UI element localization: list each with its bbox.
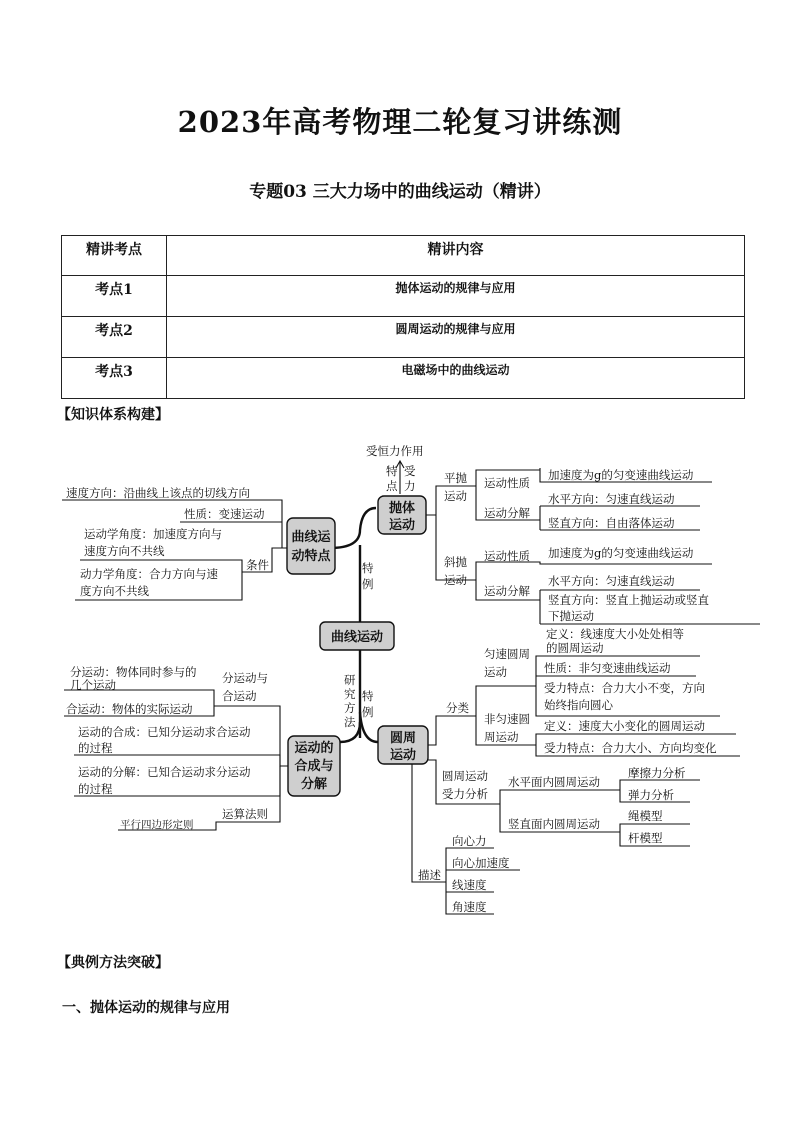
text-rope-model: 绳模型 [628,809,663,823]
node-curve-feature-label: 曲线运 [291,530,331,545]
text-uniform-force: 始终指向圆心 [544,698,613,712]
node-circular-label: 圆周 [389,731,417,746]
text-nonuniform-force: 受力特点：合力大小、方向均变化 [544,741,717,755]
text-uniform-force: 受力特点：合力大小不变，方向 [544,681,705,695]
label-describe: 描述 [418,868,441,882]
node-composition-label: 合成与 [294,759,334,774]
text-nature-variable: 性质：变速运动 [184,507,265,521]
text-cond-dynamic: 动力学角度：合力方向与速 [80,567,218,581]
point-cell: 考点2 [62,317,167,358]
label-research-method: 研 [344,673,356,687]
text-uniform-def: 定义：线速度大小处处相等 [546,627,684,641]
text-condition: 条件 [246,558,269,572]
section-knowledge-heading: 【知识体系构建】 [57,407,169,423]
text-velocity-direction: 速度方向：沿曲线上该点的切线方向 [66,486,250,500]
label-nonuniform-circular: 非匀速圆 [484,712,530,726]
node-projectile-label: 运动 [388,518,416,533]
text-linear-velocity: 线速度 [452,878,487,892]
content-cell: 抛体运动的规律与应用 [167,276,745,317]
node-composition-label: 运动的 [294,741,334,756]
text-uniform-def: 的圆周运动 [546,641,604,655]
text-flat-nature: 运动性质 [484,476,530,490]
label-research-method: 究 [344,687,356,701]
text-decomposition: 运动的分解：已知合运动求分运动 [78,765,251,779]
label-research-method: 方 [344,701,356,715]
label-special: 特 [362,561,374,575]
label-research-method: 法 [344,715,356,729]
document-subtitle: 专题03 三大力场中的曲线运动（精讲） [249,182,551,202]
text-parallelogram-rule: 平行四边形定则 [120,819,194,831]
label-force: 力 [404,479,416,493]
text-flat-vertical: 竖直方向：自由落体运动 [548,516,675,530]
text-oblique-vertical: 下抛运动 [548,609,594,623]
header-point: 精讲考点 [62,236,167,276]
text-rod-model: 杆模型 [628,831,663,845]
text-flat-decomp: 运动分解 [484,506,530,520]
text-synthesis: 运动的合成：已知分运动求合运动 [78,725,251,739]
label-force: 受 [404,464,416,478]
label-circular-analysis: 受力分析 [442,787,488,801]
node-projectile-label: 抛体 [388,501,416,516]
text-cond-kinematic: 运动学角度：加速度方向与 [84,527,222,541]
label-feature: 点 [386,479,398,493]
text-operation-rule: 运算法则 [222,807,268,821]
label-uniform-circular: 匀速圆周 [484,647,530,661]
text-nonuniform-def: 定义：速度大小变化的圆周运动 [544,719,705,733]
label-oblique-throw: 斜抛 [444,555,467,569]
connector-line [428,716,476,745]
point-cell: 考点3 [62,358,167,399]
text-decomposition: 的过程 [78,782,113,796]
text-combined-motion: 合运动：物体的实际运动 [66,702,193,716]
text-oblique-decomp: 运动分解 [484,584,530,598]
text-cond-kinematic: 速度方向不共线 [84,544,165,558]
text-angular-velocity: 角速度 [452,900,487,914]
label-special: 例 [362,577,374,591]
text-cond-dynamic: 度方向不共线 [80,584,149,598]
mindmap-branch-line [330,508,376,548]
text-flat-nature-val: 加速度为g的匀变速曲线运动 [548,468,694,482]
text-synthesis: 的过程 [78,741,113,755]
node-center-label: 曲线运动 [330,630,384,645]
text-vertical-circular: 竖直面内圆周运动 [508,817,600,831]
text-horizontal-circular: 水平面内圆周运动 [508,775,600,789]
label-special: 特 [362,689,374,703]
section-first-heading: 一、抛体运动的规律与应用 [62,1000,230,1016]
content-cell: 圆周运动的规律与应用 [167,317,745,358]
content-cell: 电磁场中的曲线运动 [167,358,745,399]
text-oblique-nature-val: 加速度为g的匀变速曲线运动 [548,546,694,560]
text-sub-motion: 几个运动 [70,678,116,692]
node-curve-feature-label: 动特点 [291,549,331,564]
label-uniform-circular: 运动 [484,665,507,679]
text-uniform-nature: 性质：非匀变速曲线运动 [544,661,671,675]
label-special: 例 [362,705,374,719]
label-circular-analysis: 圆周运动 [442,769,488,783]
text-centripetal-force: 向心力 [452,834,487,848]
text-sub-motion: 分运动：物体同时参与的 [70,665,197,679]
text-oblique-vertical: 竖直方向：竖直上抛运动或竖直 [548,593,709,607]
label-nonuniform-circular: 周运动 [484,730,519,744]
document-title: 2023年高考物理二轮复习讲练测 [177,105,623,139]
node-composition-label: 分解 [300,777,328,792]
text-centripetal-acc: 向心加速度 [452,856,510,870]
point-cell: 考点1 [62,276,167,317]
node-circular-label: 运动 [389,748,417,763]
connector-line [412,764,446,882]
text-elastic-analysis: 弹力分析 [628,788,674,802]
header-content: 精讲内容 [167,236,745,276]
text-flat-horizontal: 水平方向：匀速直线运动 [548,492,675,506]
node-curve-feature [287,518,335,574]
text-sub-combined-label: 分运动与 [222,671,268,685]
text-friction-analysis: 摩擦力分析 [628,766,686,780]
label-flat-throw: 平抛 [444,471,467,485]
text-oblique-horizontal: 水平方向：匀速直线运动 [548,574,675,588]
text-oblique-nature: 运动性质 [484,549,530,563]
label-oblique-throw: 运动 [444,573,467,587]
section-methods-heading: 【典例方法突破】 [57,955,169,971]
label-flat-throw: 运动 [444,489,467,503]
label-feature: 特 [386,464,398,478]
label-classify: 分类 [446,701,469,715]
text-constant-force: 受恒力作用 [366,444,424,458]
text-sub-combined-label: 合运动 [222,689,257,703]
